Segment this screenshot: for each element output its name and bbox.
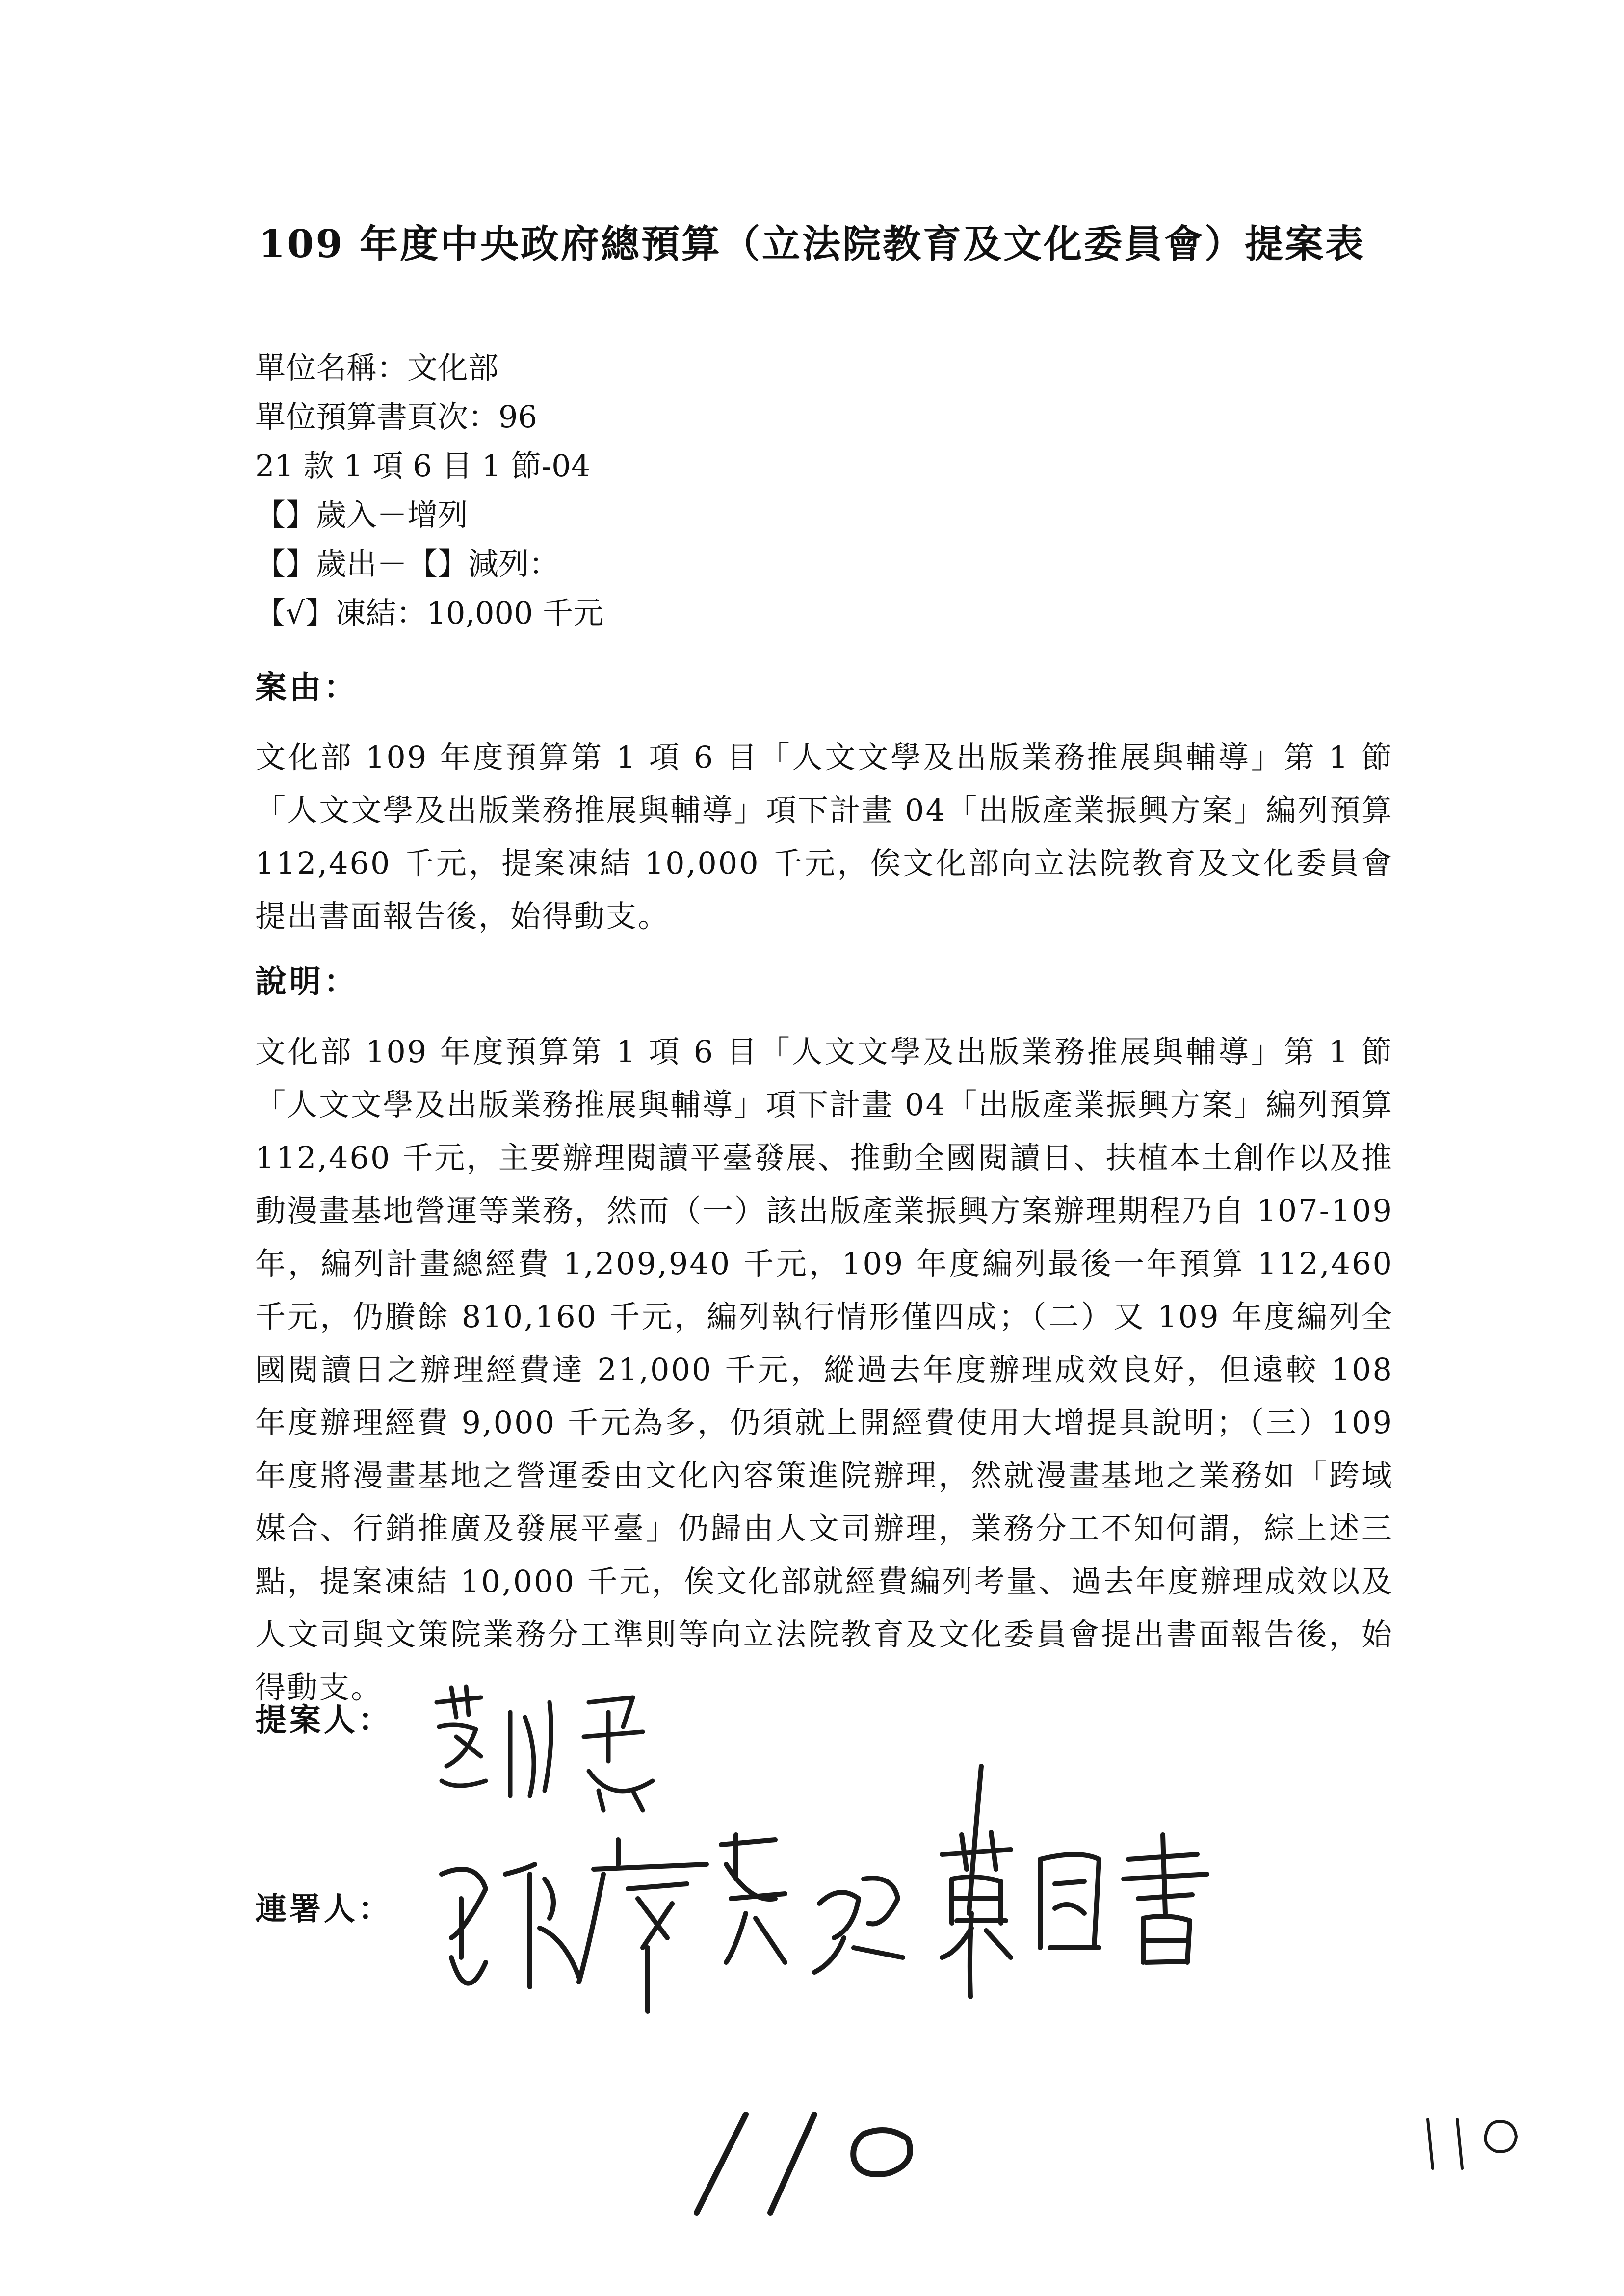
explanation-text: 文化部 109 年度預算第 1 項 6 目「人文文學及出版業務推展與輔導」第 1 節「人文文學及出版業務推展與輔導」項下計畫 04「出版產業振興方案」編列預算 112,460 千元，主要辦理閱讀平臺發展、推動全國閱讀日、扶植本土創作以及推動漫畫基地營運等業務，然而（一）該出版產業振興方案辦理期程乃自 107-109 年，編列計畫總經費 1,209,940 千元，109 年度編列最後一年預算 112,460 千元，仍賸餘 810,160 千元，編列執行情形僅四成；（二）又 109 年度編列全國閱讀日之辦理經費達 21,000 千元，縱過去年度辦理成效良好，但遠較 108 年度辦理經費 9,000 千元為多，仍須就上開經費使用大增提具說明；（三）109 年度將漫畫基地之營運委由文化內容策進院辦理，然就漫畫基地之業務如「跨域媒合、行銷推廣及發展平臺」仍歸由人文司辦理，業務分工不知何謂，綜上述三點，提案凍結 10,000 千元，俟文化部就經費編列考量、過去年度辦理成效以及人文司與文策院業務分工準則等向立法院教育及文化委員會提出書面報告後，始得動支。 <box>255 1034 1393 1705</box>
cosigner-label: 連署人： <box>255 1891 393 1928</box>
corner-page-number <box>1413 2110 1531 2178</box>
proposal-meta <box>255 343 603 638</box>
reason-text: 文化部 109 年度預算第 1 項 6 目「人文文學及出版業務推展與輔導」第 1 節「人文文學及出版業務推展與輔導」項下計畫 04「出版產業振興方案」編列預算 112,460 千元，提案凍結 10,000 千元，俟文化部向立法院教育及文化委員會提出書面報告後，始得動支。 <box>255 739 1393 934</box>
revenue-line: 【】歲入－增列 <box>255 497 469 533</box>
explanation-heading: 說明： <box>255 964 358 1000</box>
proposer-label: 提案人： <box>255 1702 393 1739</box>
reason-heading: 案由： <box>255 669 358 706</box>
cosigner-signatures <box>432 1751 1266 2026</box>
page-title: 109 年度中央政府總預算（立法院教育及文化委員會）提案表 <box>259 222 1365 266</box>
expense-line: 【】歲出－【】減列： <box>255 546 560 582</box>
budget-page: 單位預算書頁次：96 <box>255 399 537 435</box>
freeze-line: 【√】凍結：10,000 千元 <box>255 595 604 631</box>
handwritten-page-number <box>687 2095 942 2222</box>
item-code: 21 款 1 項 6 目 1 節-04 <box>255 448 591 484</box>
unit-name: 單位名稱：文化部 <box>255 350 499 386</box>
